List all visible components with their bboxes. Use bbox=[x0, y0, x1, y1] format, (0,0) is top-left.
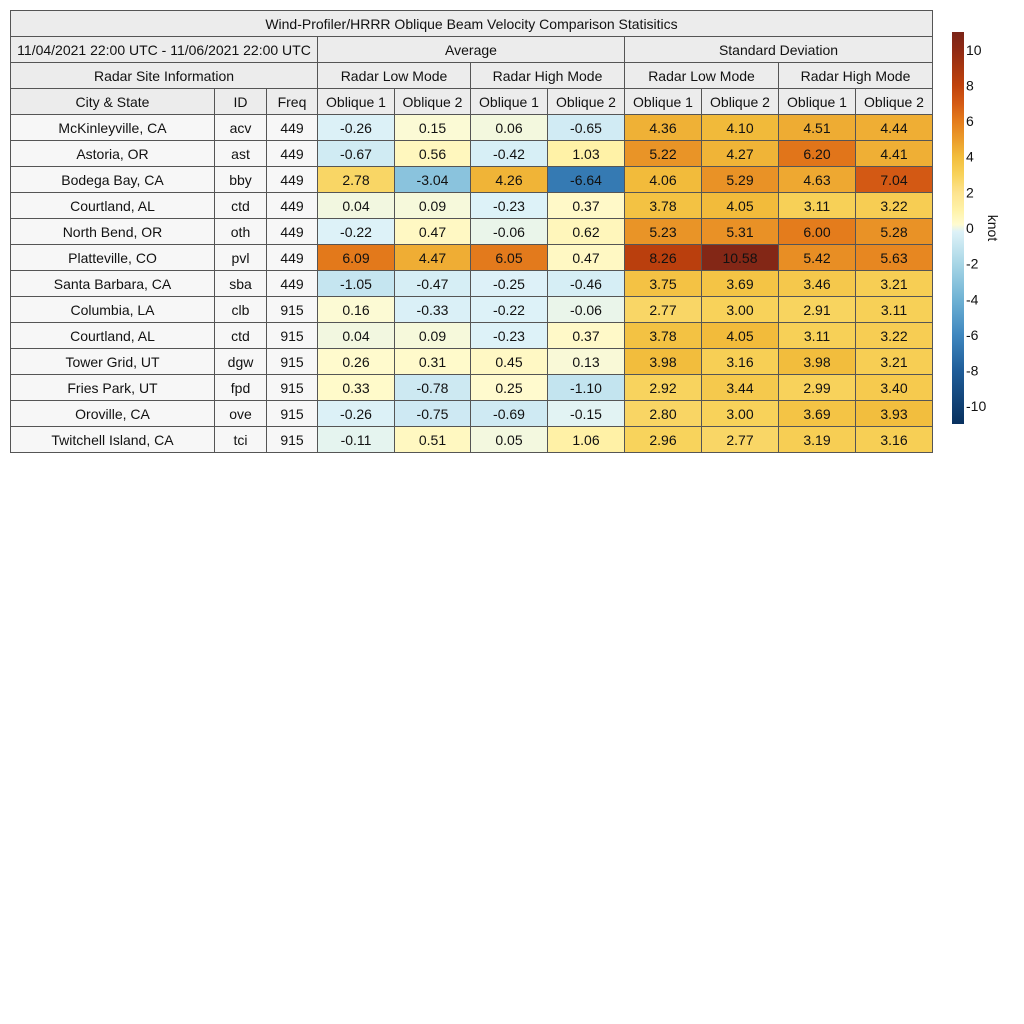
table-row bbox=[11, 427, 933, 453]
colorbar-unit-label: knot bbox=[985, 214, 1001, 242]
site-id: pvl bbox=[215, 245, 267, 271]
average-value-cell: 0.04 bbox=[318, 193, 395, 219]
std-dev-value-cell: 3.78 bbox=[625, 323, 702, 349]
average-value-cell: -0.46 bbox=[548, 271, 625, 297]
average-value-cell: -0.06 bbox=[471, 219, 548, 245]
average-value-cell: -0.22 bbox=[318, 219, 395, 245]
std-dev-value-cell: 3.21 bbox=[856, 349, 933, 375]
site-city: Astoria, OR bbox=[11, 141, 215, 167]
site-id: fpd bbox=[215, 375, 267, 401]
std-dev-value-cell: 8.26 bbox=[625, 245, 702, 271]
stats-table-container bbox=[10, 10, 932, 453]
table-row bbox=[11, 219, 933, 245]
average-value-cell: 0.06 bbox=[471, 115, 548, 141]
std-dev-value-cell: 4.51 bbox=[779, 115, 856, 141]
std-dev-value-cell: 4.27 bbox=[702, 141, 779, 167]
mode-header-std-high: Radar High Mode bbox=[779, 63, 933, 89]
std-dev-value-cell: 2.99 bbox=[779, 375, 856, 401]
site-id: dgw bbox=[215, 349, 267, 375]
col-header-city: City & State bbox=[11, 89, 215, 115]
site-city: Tower Grid, UT bbox=[11, 349, 215, 375]
std-dev-value-cell: 5.29 bbox=[702, 167, 779, 193]
average-value-cell: 0.51 bbox=[395, 427, 471, 453]
std-dev-value-cell: 4.10 bbox=[702, 115, 779, 141]
std-dev-value-cell: 5.31 bbox=[702, 219, 779, 245]
std-dev-value-cell: 2.91 bbox=[779, 297, 856, 323]
std-dev-value-cell: 3.22 bbox=[856, 323, 933, 349]
std-dev-value-cell: 3.16 bbox=[702, 349, 779, 375]
average-value-cell: 0.31 bbox=[395, 349, 471, 375]
table-row bbox=[11, 349, 933, 375]
table-row bbox=[11, 245, 933, 271]
std-dev-value-cell: 3.69 bbox=[779, 401, 856, 427]
average-value-cell: -0.75 bbox=[395, 401, 471, 427]
average-value-cell: -0.78 bbox=[395, 375, 471, 401]
std-dev-value-cell: 3.22 bbox=[856, 193, 933, 219]
site-city: Courtland, AL bbox=[11, 323, 215, 349]
site-freq: 915 bbox=[267, 349, 318, 375]
colorbar-tick-label: 6 bbox=[966, 113, 974, 130]
average-value-cell: 6.09 bbox=[318, 245, 395, 271]
site-id: tci bbox=[215, 427, 267, 453]
site-id: ctd bbox=[215, 323, 267, 349]
average-value-cell: -0.23 bbox=[471, 193, 548, 219]
std-dev-value-cell: 5.22 bbox=[625, 141, 702, 167]
table-row bbox=[11, 271, 933, 297]
site-city: Twitchell Island, CA bbox=[11, 427, 215, 453]
site-id: clb bbox=[215, 297, 267, 323]
average-value-cell: 0.05 bbox=[471, 427, 548, 453]
radar-site-info-header: Radar Site Information bbox=[11, 63, 318, 89]
site-freq: 449 bbox=[267, 271, 318, 297]
std-dev-value-cell: 3.19 bbox=[779, 427, 856, 453]
site-city: North Bend, OR bbox=[11, 219, 215, 245]
std-dev-value-cell: 6.20 bbox=[779, 141, 856, 167]
std-dev-value-cell: 3.78 bbox=[625, 193, 702, 219]
average-value-cell: -0.25 bbox=[471, 271, 548, 297]
site-freq: 915 bbox=[267, 401, 318, 427]
average-value-cell: 1.03 bbox=[548, 141, 625, 167]
std-dev-value-cell: 2.80 bbox=[625, 401, 702, 427]
site-id: ctd bbox=[215, 193, 267, 219]
average-value-cell: 0.47 bbox=[548, 245, 625, 271]
average-value-cell: 0.26 bbox=[318, 349, 395, 375]
average-value-cell: 2.78 bbox=[318, 167, 395, 193]
site-freq: 915 bbox=[267, 297, 318, 323]
mode-header-std-low: Radar Low Mode bbox=[625, 63, 779, 89]
table-row bbox=[11, 193, 933, 219]
std-dev-value-cell: 3.46 bbox=[779, 271, 856, 297]
std-dev-value-cell: 6.00 bbox=[779, 219, 856, 245]
site-city: Oroville, CA bbox=[11, 401, 215, 427]
colorbar-svg bbox=[950, 32, 1024, 424]
site-id: ast bbox=[215, 141, 267, 167]
average-value-cell: 6.05 bbox=[471, 245, 548, 271]
average-value-cell: -0.06 bbox=[548, 297, 625, 323]
std-dev-value-cell: 3.98 bbox=[779, 349, 856, 375]
std-dev-value-cell: 3.11 bbox=[856, 297, 933, 323]
average-value-cell: -6.64 bbox=[548, 167, 625, 193]
average-value-cell: -0.33 bbox=[395, 297, 471, 323]
col-header-std-high-oblique-2: Oblique 2 bbox=[856, 89, 933, 115]
table-row bbox=[11, 141, 933, 167]
table-row bbox=[11, 401, 933, 427]
site-freq: 449 bbox=[267, 141, 318, 167]
group-header-row bbox=[11, 37, 933, 63]
col-header-avg-high-oblique-1: Oblique 1 bbox=[471, 89, 548, 115]
mode-header-avg-low: Radar Low Mode bbox=[318, 63, 471, 89]
col-header-id: ID bbox=[215, 89, 267, 115]
site-freq: 915 bbox=[267, 375, 318, 401]
std-dev-value-cell: 10.58 bbox=[702, 245, 779, 271]
average-value-cell: -0.69 bbox=[471, 401, 548, 427]
site-freq: 915 bbox=[267, 323, 318, 349]
colorbar-tick-label: -4 bbox=[966, 291, 979, 308]
average-value-cell: -0.42 bbox=[471, 141, 548, 167]
std-dev-value-cell: 4.05 bbox=[702, 323, 779, 349]
std-dev-value-cell: 2.77 bbox=[625, 297, 702, 323]
site-id: oth bbox=[215, 219, 267, 245]
col-header-avg-low-oblique-1: Oblique 1 bbox=[318, 89, 395, 115]
colorbar-tick-label: -10 bbox=[966, 398, 987, 415]
std-dev-value-cell: 3.11 bbox=[779, 193, 856, 219]
column-header-row bbox=[11, 89, 933, 115]
colorbar-tick-label: 10 bbox=[966, 41, 982, 58]
average-value-cell: -3.04 bbox=[395, 167, 471, 193]
average-value-cell: -0.67 bbox=[318, 141, 395, 167]
stats-table bbox=[10, 10, 933, 453]
std-dev-value-cell: 2.96 bbox=[625, 427, 702, 453]
colorbar-tick-label: 2 bbox=[966, 184, 974, 201]
average-value-cell: 0.47 bbox=[395, 219, 471, 245]
site-freq: 449 bbox=[267, 167, 318, 193]
average-value-cell: -1.10 bbox=[548, 375, 625, 401]
std-dev-value-cell: 4.44 bbox=[856, 115, 933, 141]
average-value-cell: 0.09 bbox=[395, 193, 471, 219]
std-dev-value-cell: 3.11 bbox=[779, 323, 856, 349]
site-freq: 449 bbox=[267, 115, 318, 141]
std-dev-value-cell: 7.04 bbox=[856, 167, 933, 193]
average-value-cell: 0.62 bbox=[548, 219, 625, 245]
average-value-cell: 4.47 bbox=[395, 245, 471, 271]
mode-header-row bbox=[11, 63, 933, 89]
average-value-cell: 0.04 bbox=[318, 323, 395, 349]
date-range: 11/04/2021 22:00 UTC - 11/06/2021 22:00 UTC bbox=[11, 37, 318, 63]
colorbar-tick-label: 0 bbox=[966, 220, 974, 236]
colorbar-tick-label: 4 bbox=[966, 148, 974, 165]
average-value-cell: 0.45 bbox=[471, 349, 548, 375]
average-value-cell: 0.09 bbox=[395, 323, 471, 349]
colorbar-tick-label: 8 bbox=[966, 77, 974, 94]
table-row bbox=[11, 375, 933, 401]
std-dev-value-cell: 5.28 bbox=[856, 219, 933, 245]
site-city: Courtland, AL bbox=[11, 193, 215, 219]
std-dev-value-cell: 3.98 bbox=[625, 349, 702, 375]
mode-header-avg-high: Radar High Mode bbox=[471, 63, 625, 89]
col-header-avg-low-oblique-2: Oblique 2 bbox=[395, 89, 471, 115]
site-city: Bodega Bay, CA bbox=[11, 167, 215, 193]
average-value-cell: 0.16 bbox=[318, 297, 395, 323]
average-value-cell: 0.56 bbox=[395, 141, 471, 167]
std-dev-value-cell: 4.63 bbox=[779, 167, 856, 193]
site-city: Platteville, CO bbox=[11, 245, 215, 271]
site-freq: 449 bbox=[267, 219, 318, 245]
average-value-cell: -0.15 bbox=[548, 401, 625, 427]
site-id: acv bbox=[215, 115, 267, 141]
average-value-cell: -0.22 bbox=[471, 297, 548, 323]
std-dev-value-cell: 2.77 bbox=[702, 427, 779, 453]
site-id: ove bbox=[215, 401, 267, 427]
average-value-cell: -0.26 bbox=[318, 115, 395, 141]
col-header-std-low-oblique-2: Oblique 2 bbox=[702, 89, 779, 115]
std-dev-value-cell: 3.21 bbox=[856, 271, 933, 297]
average-value-cell: 0.15 bbox=[395, 115, 471, 141]
average-value-cell: 0.13 bbox=[548, 349, 625, 375]
table-row bbox=[11, 297, 933, 323]
site-city: Fries Park, UT bbox=[11, 375, 215, 401]
colorbar-tick-label: -6 bbox=[966, 326, 979, 343]
std-dev-value-cell: 4.36 bbox=[625, 115, 702, 141]
table-row bbox=[11, 323, 933, 349]
std-dev-value-cell: 3.00 bbox=[702, 401, 779, 427]
average-value-cell: -0.47 bbox=[395, 271, 471, 297]
std-dev-value-cell: 3.16 bbox=[856, 427, 933, 453]
site-id: bby bbox=[215, 167, 267, 193]
std-dev-value-cell: 3.93 bbox=[856, 401, 933, 427]
std-dev-value-cell: 3.00 bbox=[702, 297, 779, 323]
site-city: McKinleyville, CA bbox=[11, 115, 215, 141]
colorbar-legend bbox=[950, 32, 1024, 424]
col-header-std-low-oblique-1: Oblique 1 bbox=[625, 89, 702, 115]
std-dev-value-cell: 5.63 bbox=[856, 245, 933, 271]
average-value-cell: 0.33 bbox=[318, 375, 395, 401]
table-row bbox=[11, 115, 933, 141]
std-dev-value-cell: 4.06 bbox=[625, 167, 702, 193]
average-value-cell: -0.11 bbox=[318, 427, 395, 453]
std-dev-value-cell: 3.40 bbox=[856, 375, 933, 401]
title-row bbox=[11, 11, 933, 37]
std-dev-value-cell: 4.05 bbox=[702, 193, 779, 219]
site-freq: 449 bbox=[267, 193, 318, 219]
table-title: Wind-Profiler/HRRR Oblique Beam Velocity Comparison Statisitics bbox=[11, 11, 933, 37]
colorbar-tick-label: -2 bbox=[966, 255, 979, 272]
site-freq: 915 bbox=[267, 427, 318, 453]
group-header-std-dev: Standard Deviation bbox=[625, 37, 933, 63]
std-dev-value-cell: 3.69 bbox=[702, 271, 779, 297]
std-dev-value-cell: 2.92 bbox=[625, 375, 702, 401]
colorbar-gradient bbox=[952, 32, 964, 424]
colorbar-tick-label: -8 bbox=[966, 362, 979, 379]
average-value-cell: 0.37 bbox=[548, 193, 625, 219]
std-dev-value-cell: 5.42 bbox=[779, 245, 856, 271]
average-value-cell: 0.37 bbox=[548, 323, 625, 349]
average-value-cell: -0.26 bbox=[318, 401, 395, 427]
col-header-std-high-oblique-1: Oblique 1 bbox=[779, 89, 856, 115]
col-header-avg-high-oblique-2: Oblique 2 bbox=[548, 89, 625, 115]
site-freq: 449 bbox=[267, 245, 318, 271]
average-value-cell: -0.65 bbox=[548, 115, 625, 141]
table-row bbox=[11, 167, 933, 193]
col-header-freq: Freq bbox=[267, 89, 318, 115]
site-city: Columbia, LA bbox=[11, 297, 215, 323]
average-value-cell: 1.06 bbox=[548, 427, 625, 453]
average-value-cell: -0.23 bbox=[471, 323, 548, 349]
std-dev-value-cell: 5.23 bbox=[625, 219, 702, 245]
group-header-average: Average bbox=[318, 37, 625, 63]
site-id: sba bbox=[215, 271, 267, 297]
std-dev-value-cell: 4.41 bbox=[856, 141, 933, 167]
std-dev-value-cell: 3.75 bbox=[625, 271, 702, 297]
std-dev-value-cell: 3.44 bbox=[702, 375, 779, 401]
site-city: Santa Barbara, CA bbox=[11, 271, 215, 297]
average-value-cell: 4.26 bbox=[471, 167, 548, 193]
average-value-cell: -1.05 bbox=[318, 271, 395, 297]
average-value-cell: 0.25 bbox=[471, 375, 548, 401]
